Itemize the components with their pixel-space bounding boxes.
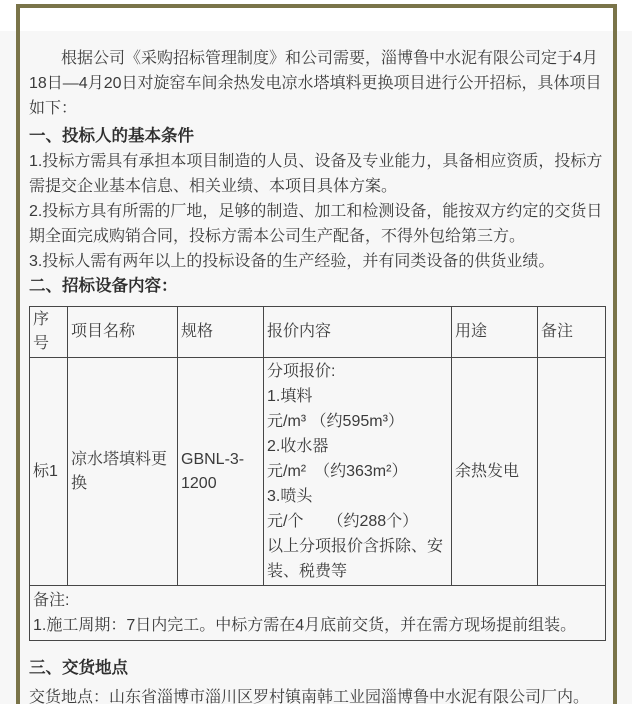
quote-line: 元/m³ （约595m³） <box>267 413 404 430</box>
quote-line: 分项报价: <box>267 363 336 380</box>
header-spec: 规格 <box>178 307 264 358</box>
header-project-name: 项目名称 <box>68 307 178 358</box>
requirement-item-3: 3.投标人需有两年以上的投标设备的生产经验，并有同类设备的供货业绩。 <box>29 253 555 270</box>
quote-line: 3.喷头 <box>267 488 313 505</box>
quote-line: 元/个 （约288个） <box>267 513 419 530</box>
requirement-item-2: 2.投标方具有所需的厂地，足够的制造、加工和检测设备，能按双方约定的交货日期全面完成购销合同，投标方需本公司生产配备，不得外包给第三方。 <box>29 203 603 245</box>
quote-line: 元/m² （约363m²） <box>267 463 408 480</box>
table-footer-note <box>30 586 606 641</box>
cell-project-name: 凉水塔填料更换 <box>68 358 178 586</box>
section-3-heading: 三、交货地点 <box>29 659 128 677</box>
cell-quote-content <box>264 358 452 586</box>
delivery-location-paragraph: 交货地点：山东省淄博市淄川区罗村镇南韩工业园淄博鲁中水泥有限公司厂内。 <box>29 689 590 704</box>
cell-remark <box>538 358 606 586</box>
table-footer-row <box>30 586 606 641</box>
requirement-item-1: 1.投标方需具有承担本项目制造的人员、设备及专业能力，具备相应资质，投标方需提交企业基本信息、相关业绩、本项目具体方案。 <box>29 153 603 195</box>
header-remark: 备注 <box>538 307 606 358</box>
cell-spec: GBNL-3-1200 <box>178 358 264 586</box>
cell-usage: 余热发电 <box>452 358 538 586</box>
footer-note-label: 备注: <box>33 592 70 609</box>
quote-line: 以上分项报价含拆除、安装、税费等 <box>267 538 444 580</box>
footer-note-item: 1.施工周期：7日内完工。中标方需在4月底前交货，并在需方现场提前组装。 <box>33 617 577 634</box>
header-usage: 用途 <box>452 307 538 358</box>
table-header-row <box>30 307 606 358</box>
quote-line: 2.收水器 <box>267 438 329 455</box>
tender-table <box>29 306 606 641</box>
table-row <box>30 358 606 586</box>
intro-paragraph: 根据公司《采购招标管理制度》和公司需要，淄博鲁中水泥有限公司定于4月18日—4月20日对旋窑车间余热发电凉水塔填料更换项目进行公开招标，具体项目如下： <box>29 50 602 117</box>
quote-line: 1.填料 <box>267 388 313 405</box>
header-seq: 序号 <box>30 307 68 358</box>
cell-seq: 标1 <box>30 358 68 586</box>
document-content <box>29 46 608 704</box>
section-1-heading: 一、投标人的基本条件 <box>29 127 194 145</box>
header-quote-content: 报价内容 <box>264 307 452 358</box>
section-2-heading: 二、招标设备内容： <box>29 277 178 295</box>
